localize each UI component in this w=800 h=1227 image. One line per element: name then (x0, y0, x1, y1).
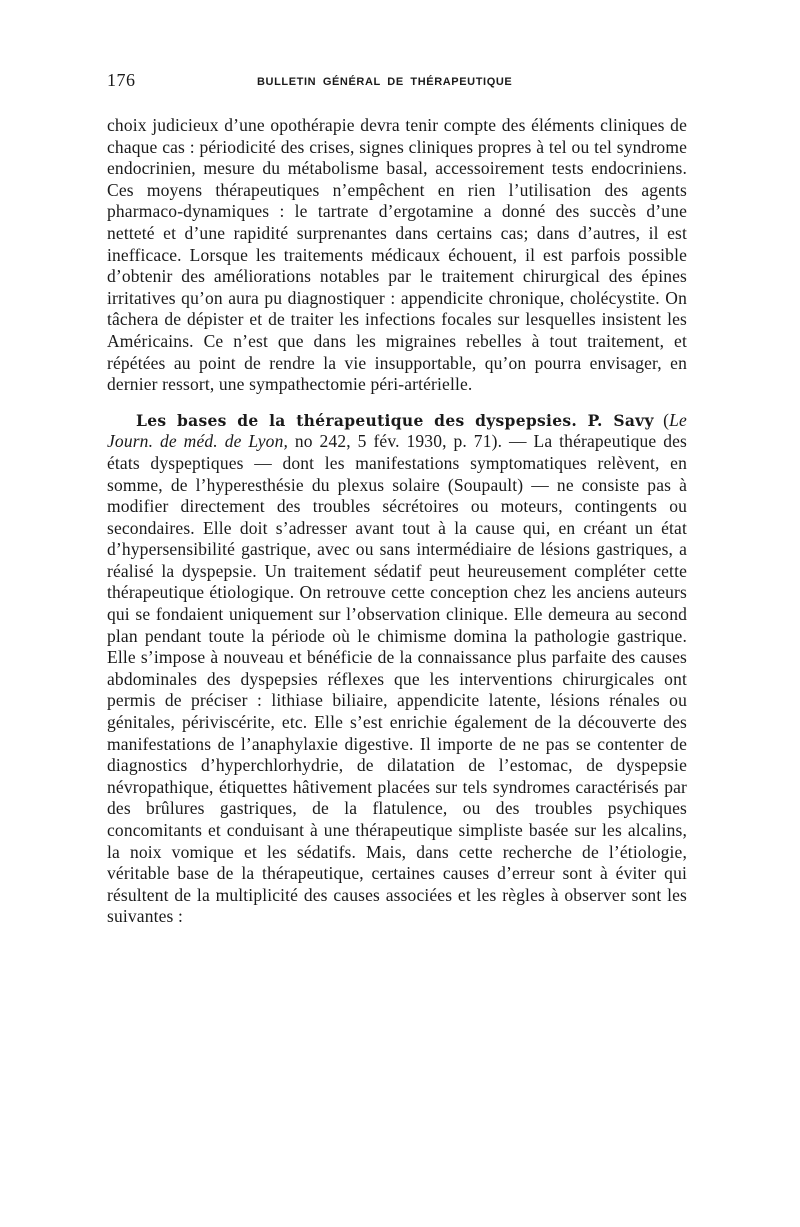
citation-details: no 242, 5 fév. 1930, p. 71). (288, 431, 503, 452)
journal-title: BULLETIN GÉNÉRAL DE THÉRAPEUTIQUE (257, 76, 513, 88)
source-open: ( (653, 409, 670, 430)
paragraph-continuation: choix judicieux d’une opothérapie devra tenir compte des éléments cliniques de chaque cas : périodicité des crises, signes cliniques propres à tel ou tel syndrome endocrinien, mesure du métabolisme basal, accessoirement tests endocriniens. Ces moyens thérapeutiques n’empêchent en rien l’utilisation des agents pharmaco-dynamiques : le tartrate d’ergotamine a donné des succès d’une netteté et d’une rapidité surprenantes dans certains cas; dans d’autres, il est inefficace. Lorsque les traitements médicaux échouent, il est parfois possible d’obtenir des améliorations notables par le traitement chirurgical des épines irritatives qu’on aura pu diagnostiquer : appendicite chronique, cholécystite. On tâchera de dépister et de traiter les infections focales sur lesquelles insistent les Américains. Ce n’est que dans les migraines rebelles à tout traitement, et répétées au point de rendre la vie insupportable, qu’on pourra envisager, en dernier ressort, une sympathectomie péri-artérielle. (107, 115, 687, 395)
body-text (107, 115, 687, 928)
running-header (107, 70, 687, 94)
abstract-title: Les bases de la thérapeutique des dyspepsies. P. Savy (136, 410, 654, 430)
journal-reference: Le Journ. de méd. de Lyon, (107, 409, 687, 452)
page-number: 176 (107, 70, 136, 90)
abstract-paragraph (107, 410, 687, 928)
abstract-body: — La thérapeutique des états dyspeptiques — dont les manifestations symptomatiques relèvent, en somme, de l’hyperesthésie du plexus solaire (Soupault) — ne consiste pas à modifier directement des troubles sécrétoires ou moteurs, contingents ou secondaires. Elle doit s’adresser avant tout à la cause qui, en créant un état d’hypersensibilité gastrique, avec ou sans intermédiaire de lésions gastriques, a réalisé la dyspepsie. Un traitement sédatif peut heureusement compléter cette thérapeutique étiologique. On retrouve cette conception chez les anciens auteurs qui se fondaient uniquement sur l’observation clinique. Elle demeura au second plan pendant toute la période où le chimisme domina la pathologie gastrique. Elle s’impose à nouveau et bénéficie de la connaissance plus parfaite des causes abdominales des dyspepsies réflexes que les interventions chirurgicales ont permis de préciser : lithiase biliaire, appendicite latente, lésions rénales ou génitales, périviscérite, etc. Elle s’est enrichie également de la découverte des manifestations de l’anaphylaxie digestive. Il importe de ne pas se contenter de diagnostics d’hyperchlorhydrie, de dilatation de l’estomac, de dyspepsie névropathique, étiquettes hâtivement placées sur tels syndromes caractérisés par des brûlures gastriques, de la flatulence, ou des troubles psychiques concomitants et conduisant à une thérapeutique simpliste basée sur les alcalins, la noix vomique et les sédatifs. Mais, dans cette recherche de l’étiologie, véritable base de la thérapeutique, certaines causes d’erreur sont à éviter qui résultent de la multiplicité des causes associées et les règles à observer sont les suivantes : (107, 431, 688, 927)
